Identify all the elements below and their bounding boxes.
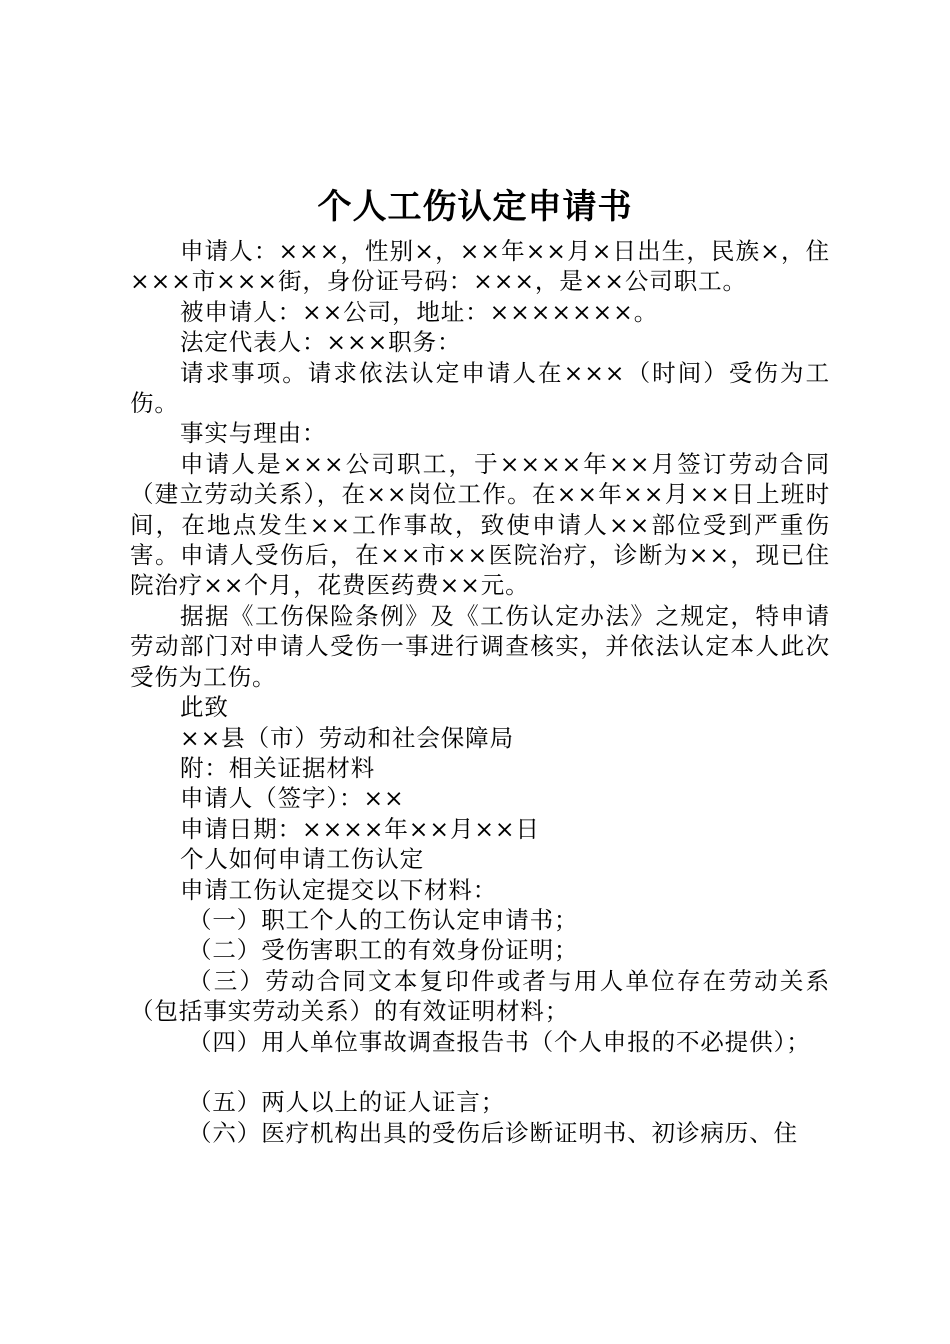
paragraph-recipient: ××县（市）劳动和社会保障局 xyxy=(180,723,514,752)
document-body xyxy=(130,236,830,1148)
paragraph-facts: 申请人是×××公司职工，于××××年××月签订劳动合同（建立劳动关系），在××岗位工作。在××年××月××日上班时间，在地点发生××工作事故，致使申请人××部位受到严重伤害。申请人受伤后，在××市××医院治疗，诊断为××，现已住院治疗××个月，花费医药费××元。 xyxy=(130,449,830,600)
paragraph-attachment: 附：相关证据材料 xyxy=(180,753,376,782)
paragraph-item-1: （一）职工个人的工伤认定申请书； xyxy=(188,905,579,934)
paragraph-item-5: （五）两人以上的证人证言； xyxy=(188,1088,506,1117)
paragraph-facts-heading: 事实与理由： xyxy=(180,419,327,448)
paragraph-item-4: （四）用人单位事故调查报告书（个人申报的不必提供）； xyxy=(188,1027,811,1056)
paragraph-signature: 申请人（签字）：×× xyxy=(180,784,405,813)
paragraph-date: 申请日期：××××年××月××日 xyxy=(180,814,540,843)
paragraph-salutation: 此致 xyxy=(180,693,229,722)
paragraph-applicant: 申请人：×××，性别×，××年××月×日出生，民族×，住×××市×××街，身份证号码：×××，是××公司职工。 xyxy=(130,237,830,296)
paragraph-item-3: （三）劳动合同文本复印件或者与用人单位存在劳动关系（包括事实劳动关系）的有效证明材料； xyxy=(130,966,830,1026)
paragraph-basis: 据据《工伤保险条例》及《工伤认定办法》之规定，特申请劳动部门对申请人受伤一事进行调查核实，并依法认定本人此次受伤为工伤。 xyxy=(130,601,830,691)
paragraph-item-6: （六）医疗机构出具的受伤后诊断证明书、初诊病历、住 xyxy=(188,1118,798,1147)
document-title: 个人工伤认定申请书 xyxy=(317,187,633,227)
paragraph-legal-representative: 法定代表人：×××职务： xyxy=(180,328,462,357)
paragraph-item-2: （二）受伤害职工的有效身份证明； xyxy=(188,936,579,965)
paragraph-respondent: 被申请人：××公司，地址：×××××××。 xyxy=(180,297,659,326)
paragraph-section-heading: 个人如何申请工伤认定 xyxy=(180,845,424,874)
paragraph-materials-intro: 申请工伤认定提交以下材料： xyxy=(180,875,498,904)
paragraph-request: 请求事项。请求依法认定申请人在×××（时间）受伤为工伤。 xyxy=(130,358,830,418)
blank-line xyxy=(130,1057,830,1087)
